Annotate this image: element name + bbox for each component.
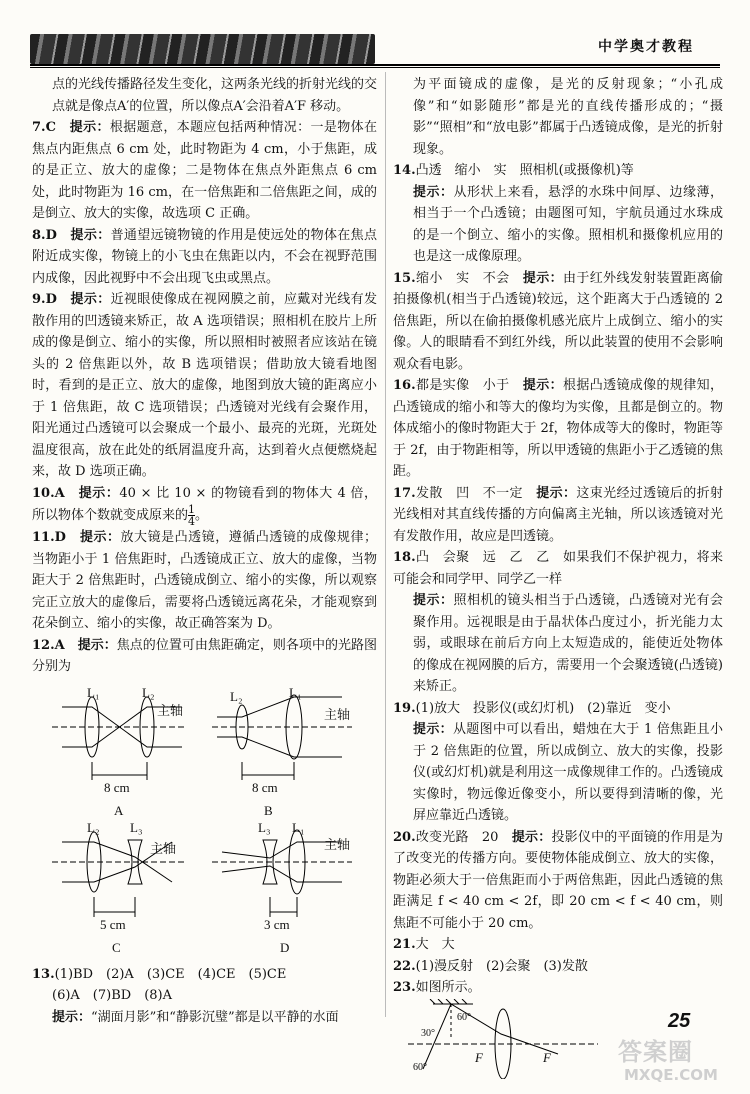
caption-d: D: [280, 939, 290, 955]
paragraph-continued: 点的光线传播路径发生变化，这两条光线的折射光线的交点就是像点A′的位置，所以像点A′会沿着A′F 移动。: [52, 77, 378, 114]
label-l1: L₁: [292, 819, 305, 835]
label-l2: L₂: [230, 688, 243, 704]
answer-10: 10.A 提示：40 × 比 10 × 的物镜看到的物体大 4 倍，所以物体个数就变成原来的 $\frac{1}{4}$ 。: [32, 485, 377, 528]
header-title: 中学奥才教程: [598, 39, 694, 55]
light-ray: [217, 737, 342, 757]
answer-13: 13.(1)BD (2)A (3)CE (4)CE (5)CE: [32, 966, 287, 982]
label-l3: L₃: [130, 819, 143, 835]
dimension-label: 8 cm: [252, 779, 278, 795]
answer-13-cont: (6)A (7)BD (8)A: [52, 988, 172, 1003]
label-l2: L₂: [87, 819, 100, 835]
answer-8: 8.D 提示：普通望远镜物镜的作用是使远处的物体在焦点附近成实像，物镜上的小飞虫在焦距以内，不会在视野范围内成像，因此视野中不会出现飞虫或黑点。: [32, 227, 377, 286]
answer-22: 22.(1)漫反射 (2)会聚 (3)发散: [393, 958, 588, 974]
axis-label: 主轴: [324, 836, 351, 852]
axis-label: 主轴: [150, 840, 177, 856]
answer-14: 14.凸透 缩小 实 照相机(或摄像机)等: [393, 163, 634, 178]
answer-23: 23.如图所示。: [393, 980, 481, 995]
reflection-refraction-diagram: [403, 999, 603, 1079]
label-l3: L₃: [258, 819, 271, 835]
answer-17: 17.发散 凹 不一定 提示：这束光经过透镜后的折射光线相对其直线传播的方向偏离主光轴，所以该透镜对光有发散作用，故应是凹透镜。: [393, 485, 723, 544]
answer-15: 15.缩小 实 不会 提示：由于红外线发射装置距离偷拍摄像机(相当于凸透镜)较远，这个距离大于凸透镜的 2 倍焦距，所以在偷拍摄像机感光底片上成倒立、缩小的实像。人的眼睛看不到红外线，所以此装置的使用不会影响观众看电影。: [393, 270, 723, 372]
focal-point-label: F: [475, 1049, 483, 1065]
header-banner-image: [30, 34, 375, 64]
light-ray: [423, 1004, 558, 1069]
axis-label: 主轴: [324, 706, 351, 722]
paragraph-continued: 为平面镜成的虚像，是光的反射现象；“小孔成像”和“如影随形”都是光的直线传播形成的；“摄影”“照相”和“放电影”都属于凸透镜成像，是光的折射现象。: [413, 77, 723, 157]
label-l1: L₁: [289, 684, 302, 700]
answer-12: 12.A 提示：焦点的位置可由焦距确定，则各项中的光路图分别为: [32, 637, 377, 674]
answer-7: 7.C 提示：根据题意，本题应包括两种情况：一是物体在焦点内距焦点 6 cm 处，此时物距为 4 cm，小于焦距，成的是正立、放大的虚像；二是物体在焦点外距焦点 6 cm 处，此时物距为 16 cm，在一倍焦距和二倍焦距之间，成的是倒立、放大的实像，故选项 C 正确。: [32, 120, 377, 221]
lens-diagram-svg: [32, 682, 362, 962]
caption-c: C: [112, 939, 121, 955]
left-column: [32, 74, 377, 1028]
caption-b: B: [264, 802, 273, 818]
answer-13-hint: 提示：“湖面月影”和“静影沉璧”都是以平静的水面: [52, 1009, 339, 1025]
caption-a: A: [114, 802, 124, 818]
answer-19: 19.(1)放大 投影仪(或幻灯机) (2)靠近 变小: [393, 700, 671, 716]
dimension-label: 3 cm: [264, 916, 290, 932]
label-l1: L₁: [87, 684, 100, 700]
angle-label: 60°: [413, 1061, 427, 1073]
answer-20: 20.改变光路 20 提示：投影仪中的平面镜的作用是为了改变光的传播方向。要使物体能成倒立、放大的实像，物距必须大于一倍焦距而小于两倍焦距，因此凸透镜的焦距满足 f < 40 cm < 2f，即 20 cm < f < 40 cm，则焦距不可能小于 20 cm。: [393, 829, 723, 931]
column-divider: [385, 72, 386, 1017]
fraction: $\frac{1}{4}$: [188, 503, 196, 528]
focal-point-label: F: [543, 1049, 551, 1065]
right-column: [393, 74, 723, 1079]
page-number: 25: [668, 1010, 691, 1032]
label-l2: L₂: [142, 684, 155, 700]
dimension-label: 8 cm: [104, 779, 130, 795]
mirror-hatching: [430, 999, 467, 1004]
angle-label: 30°: [421, 1027, 435, 1039]
answer-14-hint: 提示：从形状上来看，悬浮的水珠中间厚、边缘薄，相当于一个凸透镜；由题图可知，宇航员通过水珠成的是一个倒立、缩小的实像。照相机和摄像机应用的也是这一成像原理。: [413, 184, 723, 264]
header-rule-thin: [30, 67, 720, 68]
lens-diagrams: [32, 682, 362, 962]
angle-label: 60°: [457, 1011, 471, 1023]
watermark-url: MXQE.COM: [624, 1066, 718, 1084]
answer-18: 18.凸 会聚 远 乙 乙 如果我们不保护视力，将来可能会和同学甲、同学乙一样: [393, 550, 723, 587]
watermark-logo: 答案圈: [618, 1038, 693, 1066]
answer-11: 11.D 提示：放大镜是凸透镜，遵循凸透镜的成像规律；当物距小于 1 倍焦距时，凸透镜成正立、放大的虚像，当物距大于 2 倍焦距时，凸透镜成倒立、缩小的实像，所以观察完正立放大的虚像后，需要将凸透镜远离花朵，才能观察到花朵倒立、缩小的实像，故正确答案为 D。: [32, 530, 377, 631]
answer-19-hint: 提示：从题图中可以看出，蜡烛在大于 1 倍焦距且小于 2 倍焦距的位置，所以成倒立、放大的实像，投影仪(或幻灯机)就是利用这一成像规律工作的。凸透镜成实像时，物远像近像变小，所以要得到清晰的像，光屏应靠近凸透镜。: [413, 722, 723, 823]
header-rule: [30, 64, 720, 66]
light-ray: [222, 866, 342, 882]
answer-21: 21.大 大: [393, 937, 455, 952]
axis-label: 主轴: [157, 702, 184, 718]
answer-18-hint: 提示：照相机的镜头相当于凸透镜，凸透镜对光有会聚作用。远视眼是由于晶状体凸度过小，折光能力太弱，或眼球在前后方向上太短造成的，能使近处物体的像成在视网膜的后方，需要用一个会聚透镜(凸透镜)来矫正。: [413, 593, 723, 694]
dimension-label: 5 cm: [100, 916, 126, 932]
answer-16: 16.都是实像 小于 提示：根据凸透镜成像的规律知，凸透镜成的缩小和等大的像均为实像，且都是倒立的。物体成缩小的像时物距大于 2f，物体成等大的像时，物距等于 2f，由于物距相等，所以甲透镜的焦距小于乙透镜的焦距。: [393, 378, 723, 479]
answer-9: 9.D 提示：近视眼使像成在视网膜之前，应戴对光线有发散作用的凹透镜来矫正，故 A 选项错误；照相机在胶片上所成的像是倒立、缩小的实像，所以照相时被照者应该站在镜头的 2 倍焦距以外，故 B 选项错误；借助放大镜看地图时，看到的是正立、放大的虚像，地图到放大镜的距离应小于 1 倍焦距，故 C 选项错误；凸透镜对光线有会聚作用，阳光通过凸透镜可以会聚成一个最小、最亮的光斑，光斑处温度很高，放在此处的纸屑温度升高，达到着火点便燃烧起来，故 D 选项正确。: [32, 292, 377, 479]
